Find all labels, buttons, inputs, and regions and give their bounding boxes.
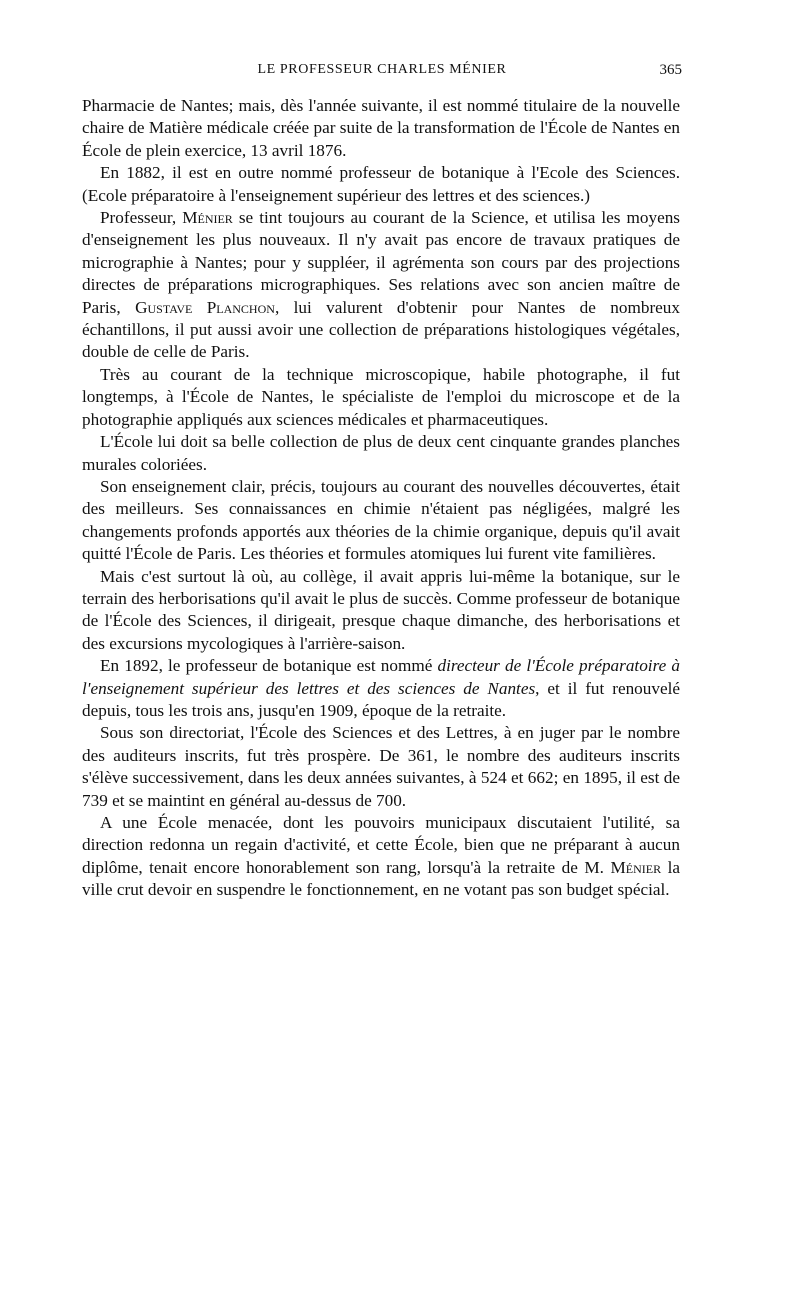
paragraph-10-end: la ville crut devoir en suspendre le fonctionnement, en ne votant pas son budget spécial.: [82, 857, 680, 900]
school-title-italic: directeur de l'École préparatoire à l'enseignement supérieur des lettres et des sciences de Nantes: [82, 656, 680, 698]
paragraph-10: [82, 812, 680, 902]
paragraph-3: [82, 207, 680, 364]
person-name-menier-2: Ménier: [610, 857, 662, 877]
person-name-planchon: Gustave Planchon: [135, 297, 275, 317]
paragraph-4: Très au courant de la technique microscopique, habile photographe, il fut longtemps, à l'École de Nantes, le spécialiste de l'emploi du microscope et de la photographie appliqués aux sciences médicales et pharmaceutiques.: [82, 364, 680, 429]
paragraph-10-lead: A une École menacée, dont les pouvoirs municipaux discutaient l'utilité, sa direction redonna un regain d'activité, et cette École, bien que ne préparant à aucun diplôme, tenait encore honorablement son rang, lorsqu'à la retraite de M.: [82, 813, 680, 877]
paragraph-8-lead: En 1892, le professeur de botanique est nommé: [100, 656, 438, 676]
paragraph-3-middle: se tint toujours au courant de la Science, et utilisa les moyens d'enseignement les plus nouveaux. Il n'y avait pas encore de travaux pratiques de micrographie à Nantes; pour y suppléer, il agrémenta son cours par des projections directes de préparations micrographiques. Ses relations avec son ancien maître de Paris,: [82, 208, 680, 317]
paragraph-5: L'École lui doit sa belle collection de plus de deux cent cinquante grandes planches murales coloriées.: [82, 432, 680, 474]
body-text: [82, 95, 680, 902]
person-name-menier: Ménier: [182, 208, 233, 228]
paragraph-3-end: , lui valurent d'obtenir pour Nantes de nombreux échantillons, il put aussi avoir une collection de préparations histologiques végétales, double de celle de Paris.: [82, 297, 680, 362]
paragraph-3-lead: Professeur,: [100, 208, 183, 228]
paragraph-1: Pharmacie de Nantes; mais, dès l'année suivante, il est nommé titulaire de la nouvelle chaire de Matière médicale créée par suite de la transformation de l'École de Nantes en École de plein exercice, 13 avril 1876.: [82, 96, 680, 160]
paragraph-7: Mais c'est surtout là où, au collège, il avait appris lui-même la botanique, sur le terrain des herborisations qu'il avait le plus de succès. Comme professeur de botanique de l'École des Sciences, il dirigeait, presque chaque dimanche, des herborisations et des excursions mycologiques à l'arrière-saison.: [82, 566, 680, 653]
page-header: [82, 60, 682, 84]
paragraph-6: Son enseignement clair, précis, toujours au courant des nouvelles découvertes, était des meilleurs. Ses connaissances en chimie n'étaient pas négligées, malgré les changements profonds apportés aux théories de la chimie organique, depuis qu'il avait quitté l'École de Paris. Les théories et formules atomiques lui furent vite familières.: [82, 476, 680, 564]
paragraph-9: Sous son directoriat, l'École des Sciences et des Lettres, à en juger par le nombre des auditeurs inscrits, fut très prospère. De 361, le nombre des auditeurs inscrits s'élève successivement, dans les deux années suivantes, à 524 et 662; en 1895, il est de 739 et se maintint en général au-dessus de 700.: [82, 723, 680, 810]
running-head: LE PROFESSEUR CHARLES MÉNIER: [257, 62, 507, 77]
paragraph-8-end: , et il fut renouvelé depuis, tous les trois ans, jusqu'en 1909, époque de la retraite.: [82, 678, 680, 720]
paragraph-8: [82, 655, 680, 722]
page-number: 365: [659, 62, 682, 78]
paragraph-2: En 1882, il est en outre nommé professeur de botanique à l'Ecole des Sciences. (Ecole préparatoire à l'enseignement supérieur des lettres et des sciences.): [82, 163, 680, 205]
